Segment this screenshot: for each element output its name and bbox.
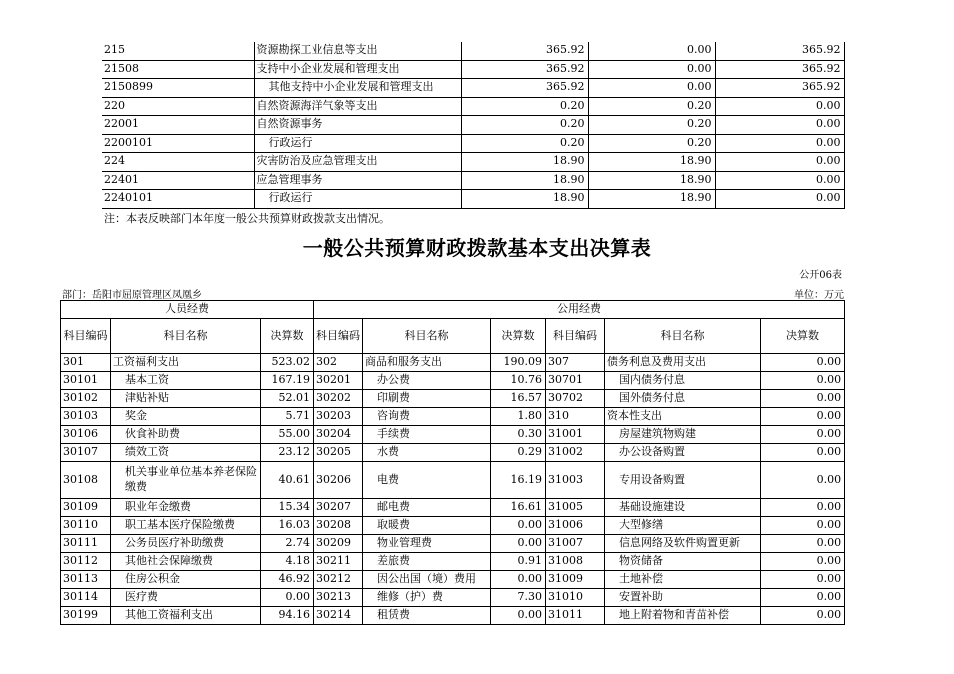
capital-name-cell: 物资储备: [605, 553, 761, 571]
subject-code-cell: 2240101: [102, 190, 254, 209]
table-row: [61, 499, 845, 517]
goods-amount-cell: 10.76: [491, 372, 546, 390]
capital-name-cell: 基础设施建设: [605, 499, 761, 517]
goods-code-cell: 30206: [314, 462, 363, 499]
basic-amount-cell: 18.90: [588, 153, 715, 172]
goods-code-cell: 30214: [314, 607, 363, 625]
goods-amount-cell: 7.30: [491, 589, 546, 607]
goods-name-cell: 取暖费: [363, 517, 491, 535]
project-amount-cell: 0.00: [715, 190, 844, 209]
personnel-name-cell: 住房公积金: [111, 571, 261, 589]
goods-name-cell: 维修（护）费: [363, 589, 491, 607]
goods-amount-cell: 0.00: [491, 517, 546, 535]
subject-code-cell: 2150899: [102, 79, 254, 98]
goods-amount-cell: 16.19: [491, 462, 546, 499]
goods-code-cell: 30202: [314, 390, 363, 408]
goods-name-cell: 因公出国（境）费用: [363, 571, 491, 589]
table-row: [61, 354, 845, 372]
table-row: [61, 607, 845, 625]
personnel-amount-cell: 167.19: [261, 372, 314, 390]
table-row: [61, 372, 845, 390]
personnel-name-cell: 绩效工资: [111, 444, 261, 462]
col-name-header: 科目名称: [111, 319, 261, 354]
capital-amount-cell: 0.00: [761, 390, 845, 408]
personnel-amount-cell: 52.01: [261, 390, 314, 408]
personnel-amount-cell: 0.00: [261, 589, 314, 607]
capital-code-cell: 31011: [546, 607, 605, 625]
capital-name-cell: 专用设备购置: [605, 462, 761, 499]
personnel-code-cell: 30111: [61, 535, 111, 553]
personnel-name-cell: 机关事业单位基本养老保险缴费: [111, 462, 261, 499]
capital-name-cell: 国内债务付息: [605, 372, 761, 390]
personnel-code-cell: 30113: [61, 571, 111, 589]
goods-amount-cell: 0.29: [491, 444, 546, 462]
basic-amount-cell: 18.90: [588, 171, 715, 190]
capital-code-cell: 31003: [546, 462, 605, 499]
total-amount-cell: 365.92: [461, 79, 588, 98]
capital-code-cell: 307: [546, 354, 605, 372]
goods-code-cell: 30203: [314, 408, 363, 426]
table-row: [102, 116, 844, 135]
total-amount-cell: 0.20: [461, 97, 588, 116]
total-amount-cell: 365.92: [461, 42, 588, 60]
capital-name-cell: 地上附着物和青苗补偿: [605, 607, 761, 625]
personnel-amount-cell: 15.34: [261, 499, 314, 517]
table-row: [102, 190, 844, 209]
total-amount-cell: 0.20: [461, 134, 588, 153]
project-amount-cell: 0.00: [715, 97, 844, 116]
capital-code-cell: 310: [546, 408, 605, 426]
capital-amount-cell: 0.00: [761, 354, 845, 372]
goods-code-cell: 30209: [314, 535, 363, 553]
col-code-header: 科目编码: [61, 319, 111, 354]
goods-name-cell: 印刷费: [363, 390, 491, 408]
col-amount-header: 决算数: [761, 319, 845, 354]
personnel-code-cell: 30107: [61, 444, 111, 462]
project-amount-cell: 0.00: [715, 153, 844, 172]
goods-name-cell: 邮电费: [363, 499, 491, 517]
subject-name-cell: 自然资源海洋气象等支出: [254, 97, 461, 116]
personnel-code-cell: 301: [61, 354, 111, 372]
goods-name-cell: 手续费: [363, 426, 491, 444]
goods-name-cell: 办公费: [363, 372, 491, 390]
goods-name-cell: 物业管理费: [363, 535, 491, 553]
goods-code-cell: 302: [314, 354, 363, 372]
project-amount-cell: 365.92: [715, 79, 844, 98]
personnel-code-cell: 30110: [61, 517, 111, 535]
personnel-amount-cell: 23.12: [261, 444, 314, 462]
subject-name-cell: 自然资源事务: [254, 116, 461, 135]
personnel-name-cell: 伙食补助费: [111, 426, 261, 444]
subject-code-cell: 2200101: [102, 134, 254, 153]
personnel-amount-cell: 16.03: [261, 517, 314, 535]
goods-name-cell: 电费: [363, 462, 491, 499]
capital-code-cell: 30701: [546, 372, 605, 390]
personnel-name-cell: 奖金: [111, 408, 261, 426]
total-amount-cell: 18.90: [461, 190, 588, 209]
goods-code-cell: 30212: [314, 571, 363, 589]
public-header: 公用经费: [314, 301, 845, 319]
subject-code-cell: 22001: [102, 116, 254, 135]
goods-name-cell: 咨询费: [363, 408, 491, 426]
table-row: [102, 42, 844, 60]
personnel-name-cell: 职业年金缴费: [111, 499, 261, 517]
capital-name-cell: 信息网络及软件购置更新: [605, 535, 761, 553]
personnel-name-cell: 医疗费: [111, 589, 261, 607]
personnel-code-cell: 30101: [61, 372, 111, 390]
table-row: [61, 589, 845, 607]
capital-code-cell: 31006: [546, 517, 605, 535]
capital-amount-cell: 0.00: [761, 408, 845, 426]
personnel-amount-cell: 94.16: [261, 607, 314, 625]
subject-code-cell: 22401: [102, 171, 254, 190]
personnel-amount-cell: 4.18: [261, 553, 314, 571]
goods-code-cell: 30207: [314, 499, 363, 517]
goods-code-cell: 30208: [314, 517, 363, 535]
project-amount-cell: 0.00: [715, 134, 844, 153]
total-amount-cell: 18.90: [461, 153, 588, 172]
subject-name-cell: 应急管理事务: [254, 171, 461, 190]
subject-code-cell: 215: [102, 42, 254, 60]
basic-amount-cell: 18.90: [588, 190, 715, 209]
subject-code-cell: 220: [102, 97, 254, 116]
table-row: [61, 444, 845, 462]
total-amount-cell: 365.92: [461, 60, 588, 79]
personnel-amount-cell: 5.71: [261, 408, 314, 426]
department-label: 部门：岳阳市屈原管理区凤凰乡: [62, 290, 202, 301]
capital-code-cell: 30702: [546, 390, 605, 408]
goods-name-cell: 水费: [363, 444, 491, 462]
capital-code-cell: 31009: [546, 571, 605, 589]
subject-code-cell: 224: [102, 153, 254, 172]
capital-amount-cell: 0.00: [761, 553, 845, 571]
goods-amount-cell: 0.91: [491, 553, 546, 571]
table-row: [61, 390, 845, 408]
subject-name-cell: 资源勘探工业信息等支出: [254, 42, 461, 60]
personnel-code-cell: 30106: [61, 426, 111, 444]
table-row: [102, 79, 844, 98]
goods-code-cell: 30201: [314, 372, 363, 390]
page-title: 一般公共预算财政拨款基本支出决算表: [302, 236, 652, 260]
personnel-amount-cell: 40.61: [261, 462, 314, 499]
basic-amount-cell: 0.00: [588, 42, 715, 60]
personnel-name-cell: 工资福利支出: [111, 354, 261, 372]
subject-name-cell: 灾害防治及应急管理支出: [254, 153, 461, 172]
col-code-header: 科目编码: [314, 319, 363, 354]
capital-code-cell: 31010: [546, 589, 605, 607]
subject-code-cell: 21508: [102, 60, 254, 79]
subject-name-cell: 行政运行: [254, 190, 461, 209]
table-row: [61, 571, 845, 589]
capital-name-cell: 土地补偿: [605, 571, 761, 589]
project-amount-cell: 0.00: [715, 171, 844, 190]
unit-label: 单位：万元: [794, 290, 844, 301]
personnel-name-cell: 其他工资福利支出: [111, 607, 261, 625]
goods-name-cell: 差旅费: [363, 553, 491, 571]
col-amount-header: 决算数: [261, 319, 314, 354]
total-amount-cell: 18.90: [461, 171, 588, 190]
table-row: [61, 553, 845, 571]
col-name-header: 科目名称: [363, 319, 491, 354]
goods-amount-cell: 0.00: [491, 535, 546, 553]
basic-amount-cell: 0.00: [588, 79, 715, 98]
capital-name-cell: 资本性支出: [605, 408, 761, 426]
total-amount-cell: 0.20: [461, 116, 588, 135]
personnel-code-cell: 30199: [61, 607, 111, 625]
capital-amount-cell: 0.00: [761, 462, 845, 499]
basic-amount-cell: 0.20: [588, 134, 715, 153]
capital-code-cell: 31005: [546, 499, 605, 517]
capital-code-cell: 31008: [546, 553, 605, 571]
personnel-name-cell: 津贴补贴: [111, 390, 261, 408]
project-amount-cell: 0.00: [715, 116, 844, 135]
subject-name-cell: 支持中小企业发展和管理支出: [254, 60, 461, 79]
table-row: [61, 462, 845, 499]
capital-amount-cell: 0.00: [761, 444, 845, 462]
goods-amount-cell: 16.61: [491, 499, 546, 517]
goods-amount-cell: 0.00: [491, 571, 546, 589]
capital-name-cell: 房屋建筑物购建: [605, 426, 761, 444]
goods-code-cell: 30204: [314, 426, 363, 444]
table-row: [102, 153, 844, 172]
capital-amount-cell: 0.00: [761, 589, 845, 607]
capital-amount-cell: 0.00: [761, 372, 845, 390]
personnel-code-cell: 30108: [61, 462, 111, 499]
col-code-header: 科目编码: [546, 319, 605, 354]
capital-name-cell: 债务利息及费用支出: [605, 354, 761, 372]
expenditure-detail-table: [102, 42, 845, 209]
personnel-name-cell: 公务员医疗补助缴费: [111, 535, 261, 553]
capital-amount-cell: 0.00: [761, 607, 845, 625]
goods-code-cell: 30205: [314, 444, 363, 462]
personnel-code-cell: 30112: [61, 553, 111, 571]
table-row: [61, 408, 845, 426]
project-amount-cell: 365.92: [715, 60, 844, 79]
col-name-header: 科目名称: [605, 319, 761, 354]
goods-amount-cell: 16.57: [491, 390, 546, 408]
personnel-amount-cell: 55.00: [261, 426, 314, 444]
goods-amount-cell: 0.30: [491, 426, 546, 444]
capital-code-cell: 31002: [546, 444, 605, 462]
goods-code-cell: 30211: [314, 553, 363, 571]
personnel-code-cell: 30103: [61, 408, 111, 426]
goods-code-cell: 30213: [314, 589, 363, 607]
capital-name-cell: 大型修缮: [605, 517, 761, 535]
capital-code-cell: 31007: [546, 535, 605, 553]
table-note: 注：本表反映部门本年度一般公共预算财政拨款支出情况。: [104, 212, 390, 225]
personnel-code-cell: 30114: [61, 589, 111, 607]
goods-amount-cell: 0.00: [491, 607, 546, 625]
basic-expenditure-table: [60, 300, 845, 625]
table-row: [102, 97, 844, 116]
personnel-code-cell: 30102: [61, 390, 111, 408]
basic-amount-cell: 0.20: [588, 97, 715, 116]
personnel-amount-cell: 2.74: [261, 535, 314, 553]
capital-name-cell: 安置补助: [605, 589, 761, 607]
capital-name-cell: 国外债务付息: [605, 390, 761, 408]
goods-name-cell: 商品和服务支出: [363, 354, 491, 372]
col-amount-header: 决算数: [491, 319, 546, 354]
table-row: [61, 535, 845, 553]
capital-amount-cell: 0.00: [761, 535, 845, 553]
capital-amount-cell: 0.00: [761, 499, 845, 517]
personnel-amount-cell: 46.92: [261, 571, 314, 589]
table-row: [102, 134, 844, 153]
subject-name-cell: 行政运行: [254, 134, 461, 153]
goods-name-cell: 租赁费: [363, 607, 491, 625]
goods-amount-cell: 190.09: [491, 354, 546, 372]
personnel-name-cell: 职工基本医疗保险缴费: [111, 517, 261, 535]
capital-code-cell: 31001: [546, 426, 605, 444]
capital-amount-cell: 0.00: [761, 426, 845, 444]
goods-amount-cell: 1.80: [491, 408, 546, 426]
basic-amount-cell: 0.20: [588, 116, 715, 135]
subject-name-cell: 其他支持中小企业发展和管理支出: [254, 79, 461, 98]
table-row: [61, 426, 845, 444]
personnel-code-cell: 30109: [61, 499, 111, 517]
capital-amount-cell: 0.00: [761, 571, 845, 589]
table-row: [102, 171, 844, 190]
capital-name-cell: 办公设备购置: [605, 444, 761, 462]
personnel-amount-cell: 523.02: [261, 354, 314, 372]
personnel-name-cell: 基本工资: [111, 372, 261, 390]
project-amount-cell: 365.92: [715, 42, 844, 60]
table-row: [61, 517, 845, 535]
personnel-name-cell: 其他社会保障缴费: [111, 553, 261, 571]
capital-amount-cell: 0.00: [761, 517, 845, 535]
table-row: [102, 60, 844, 79]
basic-amount-cell: 0.00: [588, 60, 715, 79]
form-number: 公开06表: [799, 270, 842, 281]
personnel-header: 人员经费: [61, 301, 314, 319]
